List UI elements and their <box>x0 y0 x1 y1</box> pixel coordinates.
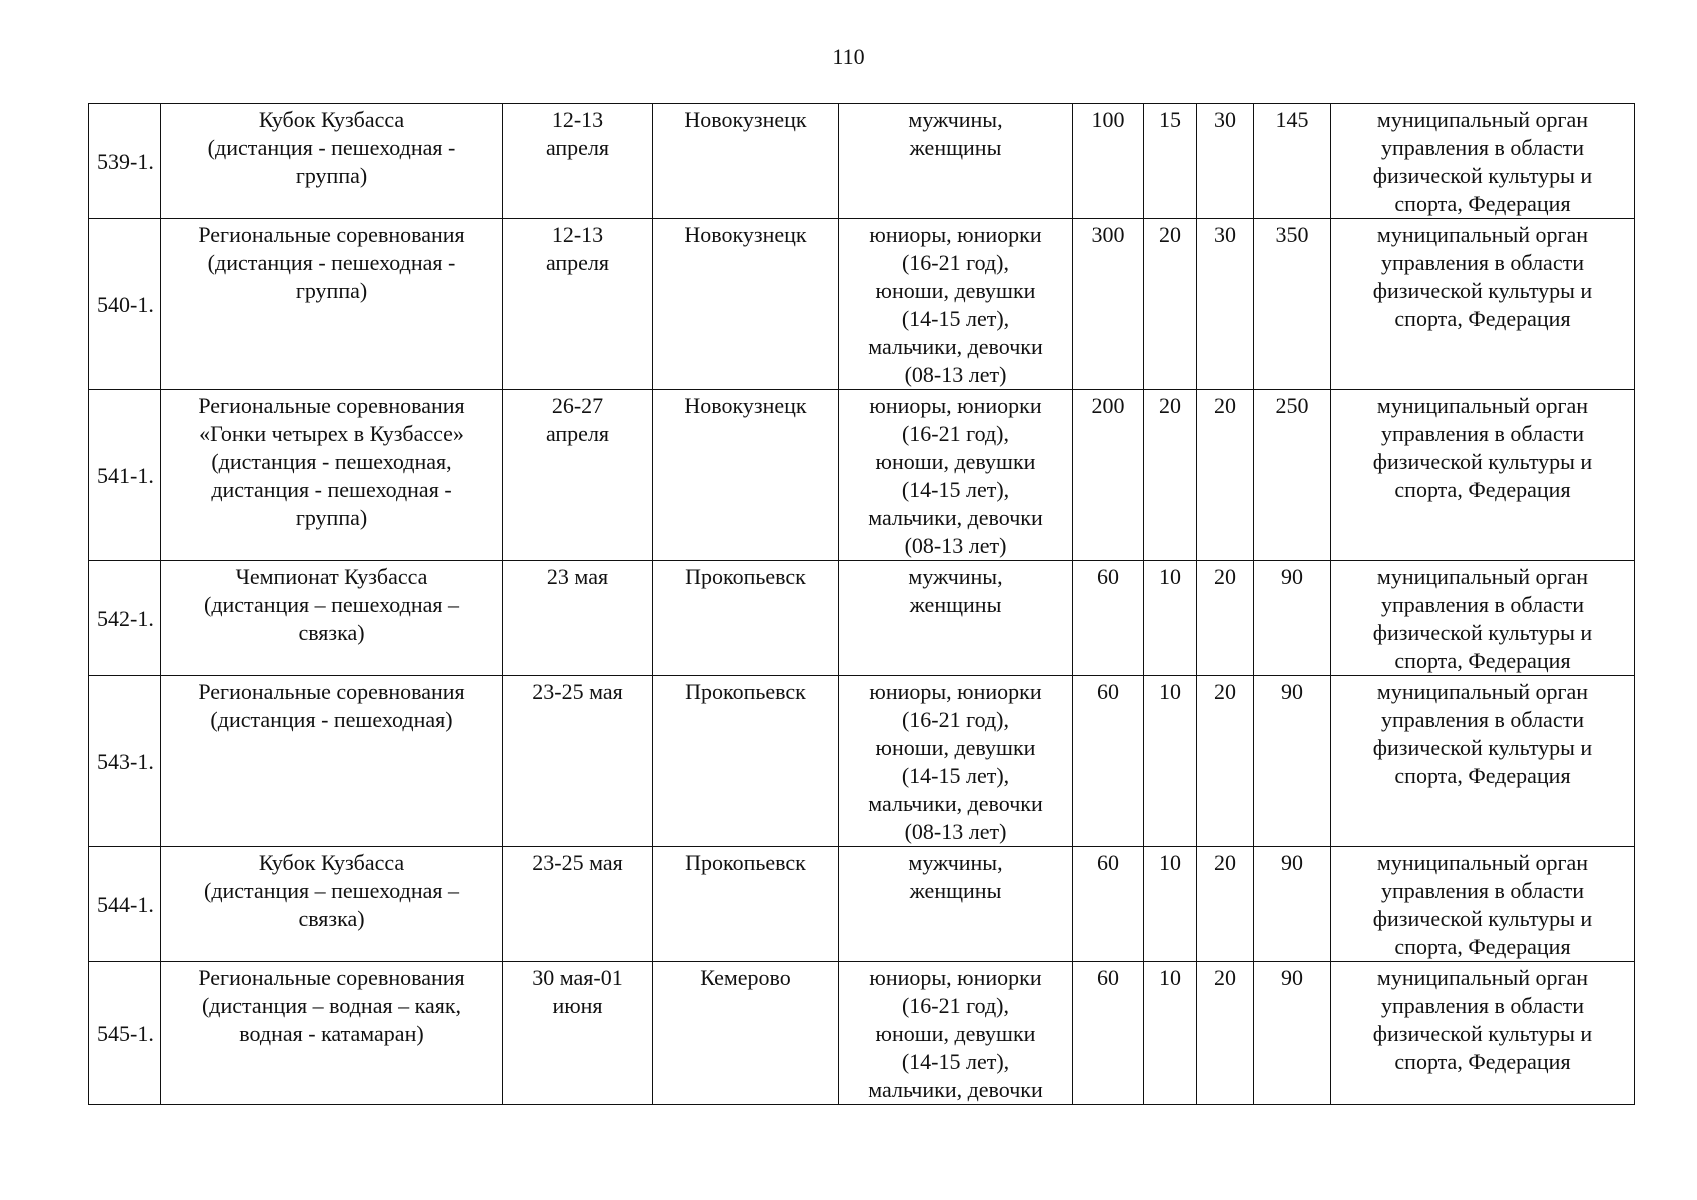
table-row <box>89 847 1635 962</box>
count-2: 10 <box>1144 676 1197 847</box>
count-1: 60 <box>1073 676 1144 847</box>
event-dates: 26-27 апреля <box>503 390 653 561</box>
table-row <box>89 219 1635 390</box>
count-2: 10 <box>1144 847 1197 962</box>
count-3: 20 <box>1197 962 1254 1105</box>
event-dates: 23 мая <box>503 561 653 676</box>
count-total: 250 <box>1254 390 1331 561</box>
row-number: 544-1. <box>89 847 161 962</box>
count-total: 90 <box>1254 561 1331 676</box>
table-row <box>89 561 1635 676</box>
table-row <box>89 104 1635 219</box>
table-row <box>89 676 1635 847</box>
event-place: Прокопьевск <box>653 847 839 962</box>
event-name: Региональные соревнования (дистанция - пешеходная - группа) <box>161 219 503 390</box>
row-number: 540-1. <box>89 219 161 390</box>
count-3: 30 <box>1197 104 1254 219</box>
event-place: Новокузнецк <box>653 104 839 219</box>
event-name: Региональные соревнования (дистанция - пешеходная) <box>161 676 503 847</box>
count-3: 20 <box>1197 561 1254 676</box>
count-3: 20 <box>1197 390 1254 561</box>
events-table <box>88 103 1635 1105</box>
count-total: 145 <box>1254 104 1331 219</box>
count-2: 20 <box>1144 390 1197 561</box>
organizer: муниципальный орган управления в области физической культуры и спорта, Федерация <box>1331 104 1635 219</box>
event-name: Кубок Кузбасса (дистанция – пешеходная – связка) <box>161 847 503 962</box>
row-number: 545-1. <box>89 962 161 1105</box>
participants: мужчины, женщины <box>839 561 1073 676</box>
count-total: 90 <box>1254 962 1331 1105</box>
event-place: Прокопьевск <box>653 561 839 676</box>
participants: юниоры, юниорки (16-21 год), юноши, девушки (14-15 лет), мальчики, девочки (08-13 лет) <box>839 219 1073 390</box>
organizer: муниципальный орган управления в области физической культуры и спорта, Федерация <box>1331 561 1635 676</box>
count-2: 10 <box>1144 962 1197 1105</box>
row-number: 541-1. <box>89 390 161 561</box>
participants: юниоры, юниорки (16-21 год), юноши, девушки (14-15 лет), мальчики, девочки (08-13 лет) <box>839 676 1073 847</box>
event-dates: 23-25 мая <box>503 847 653 962</box>
count-1: 60 <box>1073 847 1144 962</box>
count-total: 90 <box>1254 847 1331 962</box>
organizer: муниципальный орган управления в области физической культуры и спорта, Федерация <box>1331 962 1635 1105</box>
event-name: Региональные соревнования (дистанция – водная – каяк, водная - катамаран) <box>161 962 503 1105</box>
page-number: 110 <box>832 44 865 69</box>
participants: юниоры, юниорки (16-21 год), юноши, девушки (14-15 лет), мальчики, девочки <box>839 962 1073 1105</box>
event-place: Кемерово <box>653 962 839 1105</box>
participants: мужчины, женщины <box>839 847 1073 962</box>
participants: юниоры, юниорки (16-21 год), юноши, девушки (14-15 лет), мальчики, девочки (08-13 лет) <box>839 390 1073 561</box>
count-3: 20 <box>1197 847 1254 962</box>
event-place: Прокопьевск <box>653 676 839 847</box>
count-2: 10 <box>1144 561 1197 676</box>
count-total: 90 <box>1254 676 1331 847</box>
table-row <box>89 962 1635 1105</box>
organizer: муниципальный орган управления в области физической культуры и спорта, Федерация <box>1331 847 1635 962</box>
event-name: Региональные соревнования «Гонки четырех в Кузбассе» (дистанция - пешеходная, дистанция - пешеходная - группа) <box>161 390 503 561</box>
participants: мужчины, женщины <box>839 104 1073 219</box>
event-place: Новокузнецк <box>653 390 839 561</box>
count-total: 350 <box>1254 219 1331 390</box>
count-1: 100 <box>1073 104 1144 219</box>
row-number: 542-1. <box>89 561 161 676</box>
event-place: Новокузнецк <box>653 219 839 390</box>
row-number: 539-1. <box>89 104 161 219</box>
organizer: муниципальный орган управления в области физической культуры и спорта, Федерация <box>1331 676 1635 847</box>
row-number: 543-1. <box>89 676 161 847</box>
organizer: муниципальный орган управления в области физической культуры и спорта, Федерация <box>1331 390 1635 561</box>
event-name: Чемпионат Кузбасса (дистанция – пешеходная – связка) <box>161 561 503 676</box>
event-dates: 12-13 апреля <box>503 104 653 219</box>
count-1: 60 <box>1073 962 1144 1105</box>
count-1: 60 <box>1073 561 1144 676</box>
count-2: 20 <box>1144 219 1197 390</box>
count-3: 20 <box>1197 676 1254 847</box>
event-dates: 12-13 апреля <box>503 219 653 390</box>
count-1: 300 <box>1073 219 1144 390</box>
count-1: 200 <box>1073 390 1144 561</box>
count-2: 15 <box>1144 104 1197 219</box>
organizer: муниципальный орган управления в области физической культуры и спорта, Федерация <box>1331 219 1635 390</box>
count-3: 30 <box>1197 219 1254 390</box>
table-row <box>89 390 1635 561</box>
event-name: Кубок Кузбасса (дистанция - пешеходная - группа) <box>161 104 503 219</box>
event-dates: 23-25 мая <box>503 676 653 847</box>
event-dates: 30 мая-01 июня <box>503 962 653 1105</box>
